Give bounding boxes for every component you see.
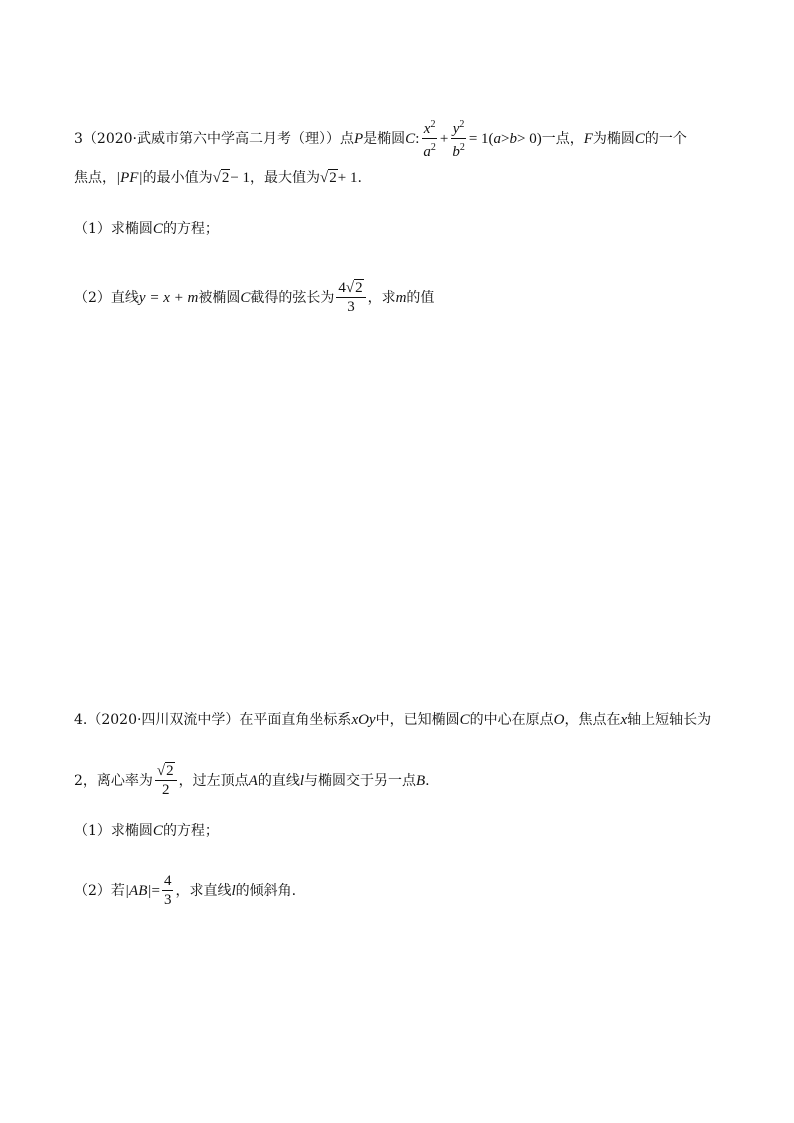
- text: 焦点，: [74, 170, 116, 186]
- sqrt-2: √2: [212, 170, 230, 186]
- var-b: b: [509, 130, 518, 147]
- problem3-q1: [74, 219, 734, 239]
- problem4-line2: [74, 762, 734, 799]
- text: 一点，: [541, 130, 584, 147]
- radicand: 2: [355, 280, 363, 296]
- period: .: [425, 772, 430, 789]
- text: 的一个: [644, 130, 687, 147]
- problem4-q2: [74, 872, 734, 909]
- point-b: B: [416, 772, 426, 789]
- var-x: x: [423, 121, 431, 137]
- text: 为椭圆: [592, 130, 635, 147]
- exp: 2: [430, 142, 436, 153]
- point-a: A: [248, 772, 258, 789]
- origin-o: O: [553, 712, 565, 728]
- colon: :: [415, 130, 420, 147]
- frac-root2-2: $\frac{√2}{2}$: [155, 762, 177, 799]
- exp: 2: [459, 119, 465, 130]
- text: ，求直线: [175, 882, 232, 899]
- coord-system: xOy: [351, 712, 376, 728]
- text: 的倾斜角.: [235, 882, 297, 899]
- plus: +: [439, 130, 449, 147]
- period: .: [357, 170, 362, 186]
- gt: >: [501, 130, 510, 147]
- frac-y2-b2: [450, 116, 467, 161]
- focus-f: F: [583, 130, 593, 147]
- denominator: 2: [162, 782, 170, 798]
- ellipse-c: C: [152, 823, 163, 839]
- point-p: P: [354, 130, 364, 147]
- problem4-line1: [74, 710, 734, 730]
- problem4-q1: [74, 821, 734, 841]
- text: 是椭圆: [363, 130, 406, 147]
- text: ，最大值为: [250, 170, 321, 186]
- problem3-line1: [74, 116, 734, 161]
- coef: 4: [338, 280, 346, 296]
- var-y: y: [452, 121, 460, 137]
- text: 的中心在原点: [469, 712, 554, 728]
- plus-1: + 1: [337, 170, 358, 186]
- frac-x2-a2: [421, 116, 438, 161]
- denominator: 3: [347, 299, 355, 315]
- text: 与椭圆交于另一点: [304, 772, 416, 789]
- text: 的值: [406, 289, 435, 306]
- equals: =: [151, 882, 160, 899]
- text: 中，已知椭圆: [375, 712, 460, 728]
- problem4-source: 4.（2020·四川双流中学）在平面直角坐标系: [74, 712, 352, 728]
- text: 截得的弦长为: [250, 289, 335, 306]
- text: （2）直线: [74, 289, 139, 306]
- numerator: 4: [163, 873, 172, 889]
- var-m: m: [395, 289, 407, 306]
- ellipse-c: C: [634, 130, 645, 147]
- text: 被椭圆: [198, 289, 241, 306]
- ellipse-c: C: [240, 289, 251, 306]
- frac-4root2-3: $\frac{4√2}{3}$: [336, 279, 365, 316]
- text: ，过左顶点: [178, 772, 249, 789]
- text: 2，离心率为: [74, 772, 153, 789]
- problem3-q2: [74, 279, 734, 316]
- text: 的方程；: [162, 823, 219, 839]
- radicand: 2: [329, 170, 337, 186]
- radicand: 2: [166, 763, 174, 779]
- text: 的直线: [257, 772, 300, 789]
- line-l: l: [299, 772, 304, 789]
- gt-zero: > 0): [517, 130, 542, 147]
- line-l: l: [231, 882, 236, 899]
- ellipse-c: C: [152, 221, 163, 237]
- ellipse-c: C: [459, 712, 470, 728]
- abs-ab: |AB|: [124, 882, 152, 899]
- frac-4-3: [162, 872, 174, 909]
- abs-pf: |PF|: [116, 170, 143, 186]
- text: （1）求椭圆: [74, 221, 153, 237]
- var-a: a: [493, 130, 502, 147]
- denominator: 3: [163, 892, 172, 908]
- ellipse-c: C: [405, 130, 416, 147]
- var-a: a: [423, 144, 431, 160]
- var-b: b: [452, 144, 460, 160]
- text: （2）若: [74, 882, 125, 899]
- var-x: x: [620, 712, 628, 728]
- minus-1: − 1: [230, 170, 251, 186]
- exp: 2: [459, 142, 465, 153]
- text: （1）求椭圆: [74, 823, 153, 839]
- text: ，求: [367, 289, 396, 306]
- text: 的方程；: [162, 221, 219, 237]
- sqrt-2: √2: [320, 170, 337, 186]
- problem3-source: 3（2020·武威市第六中学高二月考（理））点: [74, 130, 354, 147]
- text: 轴上短轴长为: [627, 712, 712, 728]
- line-equation: y = x + m: [138, 289, 199, 306]
- text: ，焦点在: [564, 712, 621, 728]
- equals-1: = 1(: [468, 130, 494, 147]
- exp: 2: [430, 119, 436, 130]
- problem3-line2: [74, 168, 734, 188]
- radicand: 2: [221, 170, 230, 186]
- text: 的最小值为: [142, 170, 213, 186]
